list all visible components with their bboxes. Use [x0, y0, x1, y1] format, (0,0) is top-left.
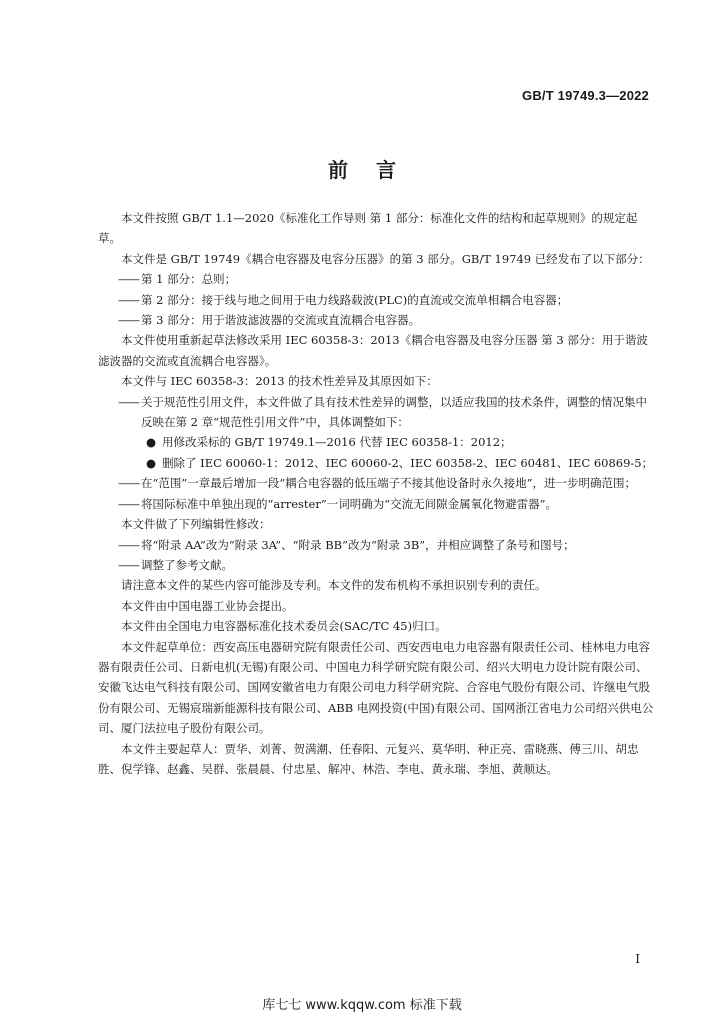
dash-marker: ——: [118, 557, 139, 572]
dash-marker: ——: [118, 394, 139, 409]
dash-list-item: —— 第 3 部分：用于谐波滤波器的交流或直流耦合电容器。: [98, 310, 658, 330]
paragraph: 请注意本文件的某些内容可能涉及专利。本文件的发布机构不承担识别专利的责任。: [121, 578, 547, 593]
bullet-list-item: ● 用修改采标的 GB/T 19749.1—2016 代替 IEC 60358-1：2012；: [98, 432, 658, 452]
paragraph: 本文件使用重新起草法修改采用 IEC 60358-3：2013《耦合电容器及电容分压器 第 3 部分：用于谐波滤波器的交流或直流耦合电容器》。: [98, 333, 648, 368]
dash-marker: ——: [118, 496, 139, 511]
dash-list-item: —— 关于规范性引用文件，本文件做了具有技术性差异的调整，以适应我国的技术条件，调整的情况集中反映在第 2 章“规范性引用文件”中，具体调整如下：: [98, 392, 658, 433]
dash-marker: ——: [118, 537, 139, 552]
bullet-list-item: ● 删除了 IEC 60060-1：2012、IEC 60060-2、IEC 60358-2、IEC 60481、IEC 60869-5；: [98, 453, 658, 473]
paragraph: 本文件主要起草人：贾华、刘菁、贺满潮、任春阳、元复兴、莫华明、种正亮、雷晓燕、傅三川、胡忠胜、倪学锋、赵鑫、吴群、张晨晨、付忠星、解冲、林浩、李电、黄永瑞、李旭、黄顺达。: [98, 741, 639, 776]
bullet-icon: ●: [146, 435, 157, 450]
paragraph: 本文件按照 GB/T 1.1—2020《标准化工作导则 第 1 部分：标准化文件的结构和起草规则》的规定起草。: [98, 211, 638, 246]
bullet-icon: ●: [146, 455, 157, 470]
dash-list-item: —— 第 1 部分：总则；: [98, 269, 658, 289]
page-number: I: [635, 952, 640, 966]
paragraph: 本文件与 IEC 60358-3：2013 的技术性差异及其原因如下：: [121, 374, 438, 389]
document-body: [98, 208, 658, 779]
dash-marker: ——: [118, 272, 139, 287]
paragraph: 本文件做了下列编辑性修改：: [121, 517, 271, 532]
paragraph: 本文件由中国电器工业协会提出。: [121, 598, 294, 613]
dash-list-item: —— 将国际标准中单独出现的“arrester”一词明确为“交流无间隙金属氧化物避雷器”。: [98, 494, 658, 514]
dash-list-item: —— 调整了参考文献。: [98, 555, 658, 575]
paragraph: 本文件由全国电力电容器标准化技术委员会(SAC/TC 45)归口。: [121, 619, 447, 634]
page-title: 前言: [328, 158, 424, 182]
paragraph: 本文件起草单位：西安高压电器研究院有限责任公司、西安西电电力电容器有限责任公司、桂林电力电容器有限责任公司、日新电机(无锡)有限公司、中国电力科学研究院有限公司、绍兴大明电力设计院有限公司、安徽飞达电气科技有限公司、国网安徽省电力有限公司电力科学研究院、合容电气股份有限公司、许继电气股份有限公司、无锡宸瑞新能源科技有限公司、ABB 电网投资(中国)有限公司、国网浙江省电力公司绍兴供电公司、厦门法拉电子股份有限公司。: [98, 639, 654, 736]
footer-watermark: 库七七 www.kqqw.com 标准下载: [262, 998, 462, 1013]
dash-marker: ——: [118, 313, 139, 328]
standard-number: GB/T 19749.3—2022: [522, 88, 649, 103]
dash-marker: ——: [118, 476, 139, 491]
paragraph: 本文件是 GB/T 19749《耦合电容器及电容分压器》的第 3 部分。GB/T 19749 已经发布了以下部分：: [121, 251, 650, 266]
dash-list-item: —— 将“附录 AA”改为“附录 3A”、“附录 BB”改为“附录 3B”，并相应调整了条号和图号；: [98, 535, 658, 555]
dash-list-item: —— 第 2 部分：接于线与地之间用于电力线路载波(PLC)的直流或交流单相耦合电容器；: [98, 290, 658, 310]
dash-marker: ——: [118, 292, 139, 307]
dash-list-item: —— 在“范围”一章最后增加一段“耦合电容器的低压端子不接其他设备时永久接地”，进一步明确范围；: [98, 473, 658, 493]
